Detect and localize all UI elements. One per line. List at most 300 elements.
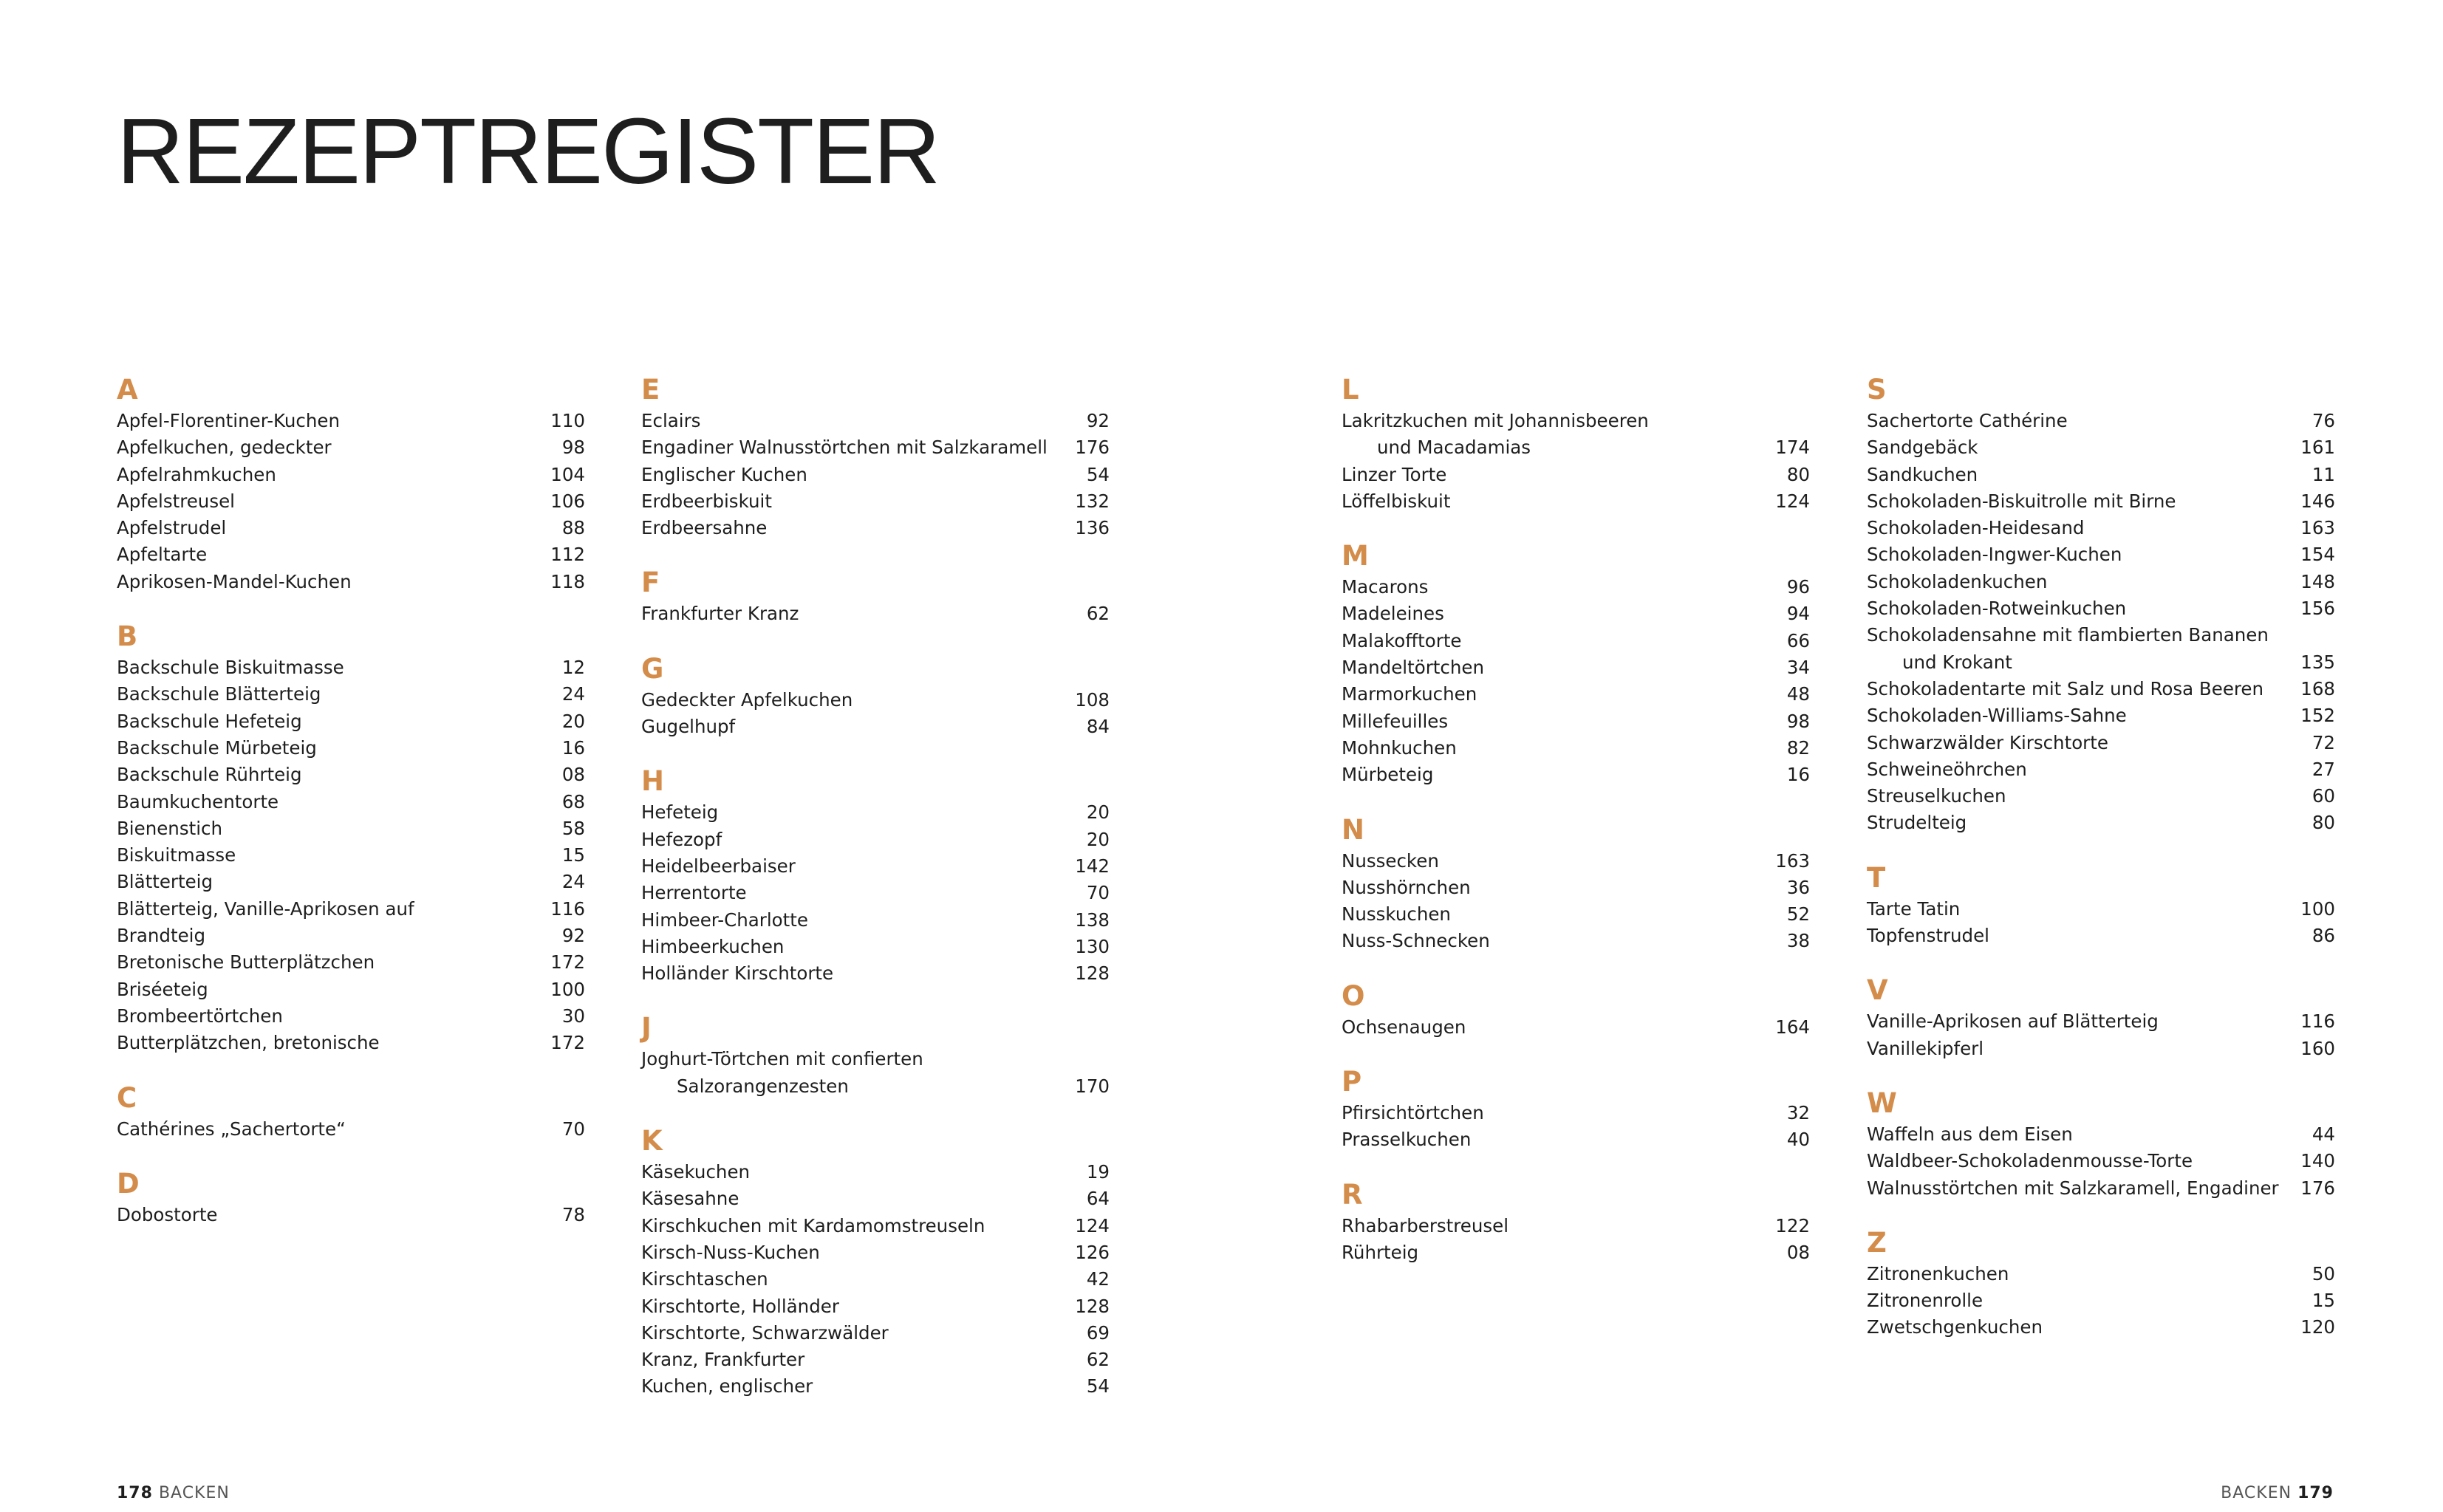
page-number: 20 <box>1086 801 1110 824</box>
page-number: 15 <box>561 844 585 866</box>
page-number: 16 <box>561 736 585 759</box>
page-number: 50 <box>2312 1262 2335 1284</box>
page-number: 106 <box>550 490 585 512</box>
recipe-name: Aprikosen-Mandel-Kuchen <box>117 570 352 592</box>
page-number: 156 <box>2300 598 2335 620</box>
index-column-1 <box>117 375 585 1255</box>
recipe-name-line: Joghurt-Törtchen mit confierten <box>641 1048 923 1070</box>
recipe-name: Zitronenrolle <box>1867 1290 1984 1312</box>
recipe-name: Mohnkuchen <box>1342 736 1457 759</box>
page-number: 132 <box>1075 490 1110 512</box>
index-entry <box>117 408 585 434</box>
index-entry <box>1342 928 1810 954</box>
index-entry <box>117 569 585 595</box>
footer-left <box>117 1484 230 1503</box>
page-number: 69 <box>1086 1321 1110 1344</box>
index-entry <box>1867 1287 2335 1314</box>
index-entry <box>1342 462 1810 488</box>
index-entry <box>1867 756 2335 783</box>
index-entry <box>641 462 1110 488</box>
page-number: 80 <box>2312 812 2335 834</box>
index-section <box>641 568 1110 627</box>
recipe-name-continuation: und Macadamias <box>1377 437 1531 459</box>
recipe-name: Macarons <box>1342 576 1429 598</box>
section-letter: N <box>1342 813 1364 846</box>
recipe-name: Käsekuchen <box>641 1161 751 1183</box>
recipe-name: Herrentorte <box>641 882 747 904</box>
page-number: 42 <box>1086 1268 1110 1290</box>
index-section <box>117 375 585 595</box>
index-entry <box>1342 601 1810 627</box>
page-number: 122 <box>1775 1214 1810 1236</box>
recipe-name: Zwetschgenkuchen <box>1867 1316 2043 1338</box>
page-number: 54 <box>1086 1375 1110 1398</box>
page-number: 80 <box>1786 463 1810 485</box>
index-entry <box>1342 574 1810 601</box>
recipe-name-continuation: Salzorangenzesten <box>677 1075 849 1097</box>
recipe-name: Brombeertörtchen <box>117 1005 283 1027</box>
section-letter: H <box>641 765 664 798</box>
index-entry <box>1867 1008 2335 1035</box>
index-entry <box>117 789 585 815</box>
index-entry <box>1867 462 2335 488</box>
recipe-name: Blätterteig <box>117 871 213 893</box>
index-entry <box>1867 810 2335 836</box>
index-section <box>1867 375 2335 837</box>
recipe-name: Walnusstörtchen mit Salzkaramell, Engadiner <box>1867 1177 2279 1199</box>
page-number: 19 <box>1086 1161 1110 1183</box>
recipe-name: Erdbeersahne <box>641 517 768 539</box>
index-column-4 <box>1867 375 2335 1368</box>
page-number: 86 <box>2312 925 2335 947</box>
recipe-name: Madeleines <box>1342 603 1444 625</box>
recipe-name: Ochsenaugen <box>1342 1016 1466 1038</box>
page-number: 124 <box>1775 490 1810 512</box>
recipe-name: Frankfurter Kranz <box>641 603 799 625</box>
index-entry <box>1342 408 1810 462</box>
index-entry <box>1867 1148 2335 1174</box>
recipe-name: Schokoladen-Biskuitrolle mit Birne <box>1867 490 2176 512</box>
page-number: 38 <box>1786 930 1810 952</box>
index-entry <box>1867 676 2335 702</box>
page-number: 163 <box>2300 517 2335 539</box>
page-number: 118 <box>550 570 585 592</box>
recipe-name: Apfeltarte <box>117 544 208 566</box>
index-entry <box>1342 762 1810 788</box>
section-letter: J <box>641 1012 652 1044</box>
index-section <box>641 767 1110 987</box>
page-number: 128 <box>1075 1295 1110 1317</box>
page-number: 96 <box>1786 576 1810 598</box>
index-entry <box>1867 1121 2335 1148</box>
index-section <box>641 1013 1110 1100</box>
recipe-name: Backschule Biskuitmasse <box>117 657 344 679</box>
section-letter: A <box>117 374 138 406</box>
recipe-name: Marmorkuchen <box>1342 683 1477 705</box>
section-letter: M <box>1342 540 1369 572</box>
recipe-name: Topfenstrudel <box>1867 925 1989 947</box>
index-entry <box>641 714 1110 740</box>
recipe-name: Streuselkuchen <box>1867 785 2006 807</box>
index-section <box>641 1126 1110 1400</box>
recipe-name: Millefeuilles <box>1342 710 1449 732</box>
recipe-name: Waldbeer-Schokoladenmousse-Torte <box>1867 1150 2193 1172</box>
index-entry <box>117 869 585 895</box>
index-entry <box>1342 654 1810 681</box>
recipe-name: Schokoladen-Williams-Sahne <box>1867 705 2127 727</box>
recipe-name: Linzer Torte <box>1342 463 1447 485</box>
index-entry <box>641 853 1110 880</box>
page-number: 176 <box>2300 1177 2335 1199</box>
index-entry <box>117 541 585 568</box>
index-entry <box>1342 708 1810 735</box>
index-entry <box>641 1186 1110 1212</box>
index-entry <box>641 1293 1110 1320</box>
index-entry <box>1867 569 2335 595</box>
page-number: 136 <box>1075 517 1110 539</box>
index-entry <box>117 949 585 976</box>
index-entry <box>641 1266 1110 1293</box>
index-entry <box>1342 1100 1810 1126</box>
index-entry <box>1867 515 2335 541</box>
recipe-name: Heidelbeerbaiser <box>641 855 796 877</box>
page-number: 58 <box>561 817 585 839</box>
page-number: 60 <box>2312 785 2335 807</box>
index-entry <box>1342 1014 1810 1041</box>
page-number: 130 <box>1075 935 1110 957</box>
page-number: 62 <box>1086 603 1110 625</box>
page-number: 135 <box>2300 651 2335 673</box>
recipe-name: Vanille-Aprikosen auf Blätterteig <box>1867 1010 2159 1033</box>
index-entry <box>117 842 585 869</box>
index-entry <box>641 1159 1110 1186</box>
page-number: 76 <box>2312 410 2335 431</box>
recipe-name: Mandeltörtchen <box>1342 657 1484 679</box>
index-entry <box>117 976 585 1003</box>
recipe-name: Kirschtorte, Schwarzwälder <box>641 1321 889 1344</box>
index-entry <box>641 1046 1110 1100</box>
section-letter: V <box>1867 974 1888 1007</box>
index-entry <box>641 1373 1110 1400</box>
index-entry <box>1867 434 2335 461</box>
index-entry <box>1867 896 2335 923</box>
page-number: 92 <box>1086 410 1110 431</box>
section-letter: C <box>117 1081 137 1114</box>
page-number: 82 <box>1786 736 1810 759</box>
recipe-name: Cathérines „Sachertorte“ <box>117 1118 346 1140</box>
index-entry <box>117 434 585 461</box>
recipe-name: Schokoladentarte mit Salz und Rosa Beeren <box>1867 677 2264 699</box>
index-entry <box>1342 901 1810 928</box>
index-entry <box>641 960 1110 987</box>
page-number: 84 <box>1086 716 1110 738</box>
section-letter: G <box>641 652 664 685</box>
index-entry <box>1342 681 1810 708</box>
index-entry <box>1867 1036 2335 1062</box>
index-entry <box>1867 1261 2335 1287</box>
recipe-name: Apfelstrudel <box>117 517 227 539</box>
page-number: 112 <box>550 544 585 566</box>
index-column-2 <box>641 375 1110 1427</box>
index-entry <box>117 735 585 762</box>
page-number: 16 <box>1786 764 1810 786</box>
recipe-name-line: Lakritzkuchen mit Johannisbeeren <box>1342 410 1649 431</box>
index-entry <box>117 462 585 488</box>
recipe-name: Sandgebäck <box>1867 437 1978 459</box>
page-number: 52 <box>1786 903 1810 926</box>
recipe-name: Backschule Rührteig <box>117 764 302 786</box>
recipe-name: Kirsch-Nuss-Kuchen <box>641 1241 820 1263</box>
recipe-name: Hefeteig <box>641 801 719 824</box>
index-entry <box>1867 595 2335 622</box>
recipe-name: Sachertorte Cathérine <box>1867 410 2068 431</box>
section-letter: Z <box>1867 1226 1887 1259</box>
recipe-name: Kranz, Frankfurter <box>641 1349 805 1371</box>
recipe-name: Holländer Kirschtorte <box>641 962 834 985</box>
index-entry <box>1342 1126 1810 1153</box>
section-letter: B <box>117 620 138 653</box>
index-section <box>641 654 1110 741</box>
page-number: 98 <box>561 437 585 459</box>
page-number: 138 <box>1075 909 1110 931</box>
index-entry <box>117 1202 585 1228</box>
page-number: 68 <box>561 790 585 813</box>
page-number: 124 <box>1075 1214 1110 1236</box>
recipe-name: Dobostorte <box>117 1203 218 1225</box>
recipe-name: Backschule Mürbeteig <box>117 736 317 759</box>
page-number: 20 <box>1086 828 1110 850</box>
page-number: 163 <box>1775 849 1810 872</box>
index-entry <box>1867 541 2335 568</box>
index-section <box>641 375 1110 541</box>
index-entry <box>1342 735 1810 762</box>
recipe-name: Löffelbiskuit <box>1342 490 1451 512</box>
page-number: 168 <box>2300 677 2335 699</box>
page-number: 08 <box>561 764 585 786</box>
page-number: 70 <box>561 1118 585 1140</box>
recipe-name: Apfel-Florentiner-Kuchen <box>117 410 341 431</box>
recipe-name: Brandteig <box>117 925 206 947</box>
page-number: 15 <box>2312 1290 2335 1312</box>
page-number: 66 <box>1786 629 1810 651</box>
page-number: 142 <box>1075 855 1110 877</box>
page-number: 44 <box>2312 1123 2335 1145</box>
recipe-name: Sandkuchen <box>1867 463 1978 485</box>
index-entry <box>641 934 1110 960</box>
recipe-name: Kuchen, englischer <box>641 1375 813 1398</box>
recipe-name: Nussecken <box>1342 849 1439 872</box>
index-section <box>1867 1089 2335 1202</box>
recipe-name: Apfelrahmkuchen <box>117 463 276 485</box>
page-number: 88 <box>561 517 585 539</box>
index-entry <box>117 815 585 842</box>
recipe-name: Bienenstich <box>117 817 222 839</box>
recipe-name: Waffeln aus dem Eisen <box>1867 1123 2073 1145</box>
section-letter: K <box>641 1125 663 1157</box>
page-number: 172 <box>550 951 585 974</box>
index-entry <box>1867 730 2335 756</box>
page-number: 104 <box>550 463 585 485</box>
recipe-name: Malakofftorte <box>1342 629 1462 651</box>
index-entry <box>1867 702 2335 729</box>
recipe-name: Schokoladen-Rotweinkuchen <box>1867 598 2127 620</box>
index-entry <box>117 654 585 681</box>
recipe-name: Blätterteig, Vanille-Aprikosen auf <box>117 897 414 920</box>
recipe-name: Gugelhupf <box>641 716 736 738</box>
page-number: 160 <box>2300 1037 2335 1059</box>
index-entry <box>117 896 585 923</box>
recipe-name: Bretonische Butterplätzchen <box>117 951 375 974</box>
recipe-name: Apfelstreusel <box>117 490 235 512</box>
page-number: 126 <box>1075 1241 1110 1263</box>
page-number: 152 <box>2300 705 2335 727</box>
page-number: 64 <box>1086 1188 1110 1210</box>
page-number: 92 <box>561 925 585 947</box>
index-entry <box>1867 923 2335 949</box>
index-section <box>1342 375 1810 515</box>
index-section <box>1342 541 1810 788</box>
recipe-name <box>1867 622 2291 676</box>
index-entry <box>641 408 1110 434</box>
recipe-name: Himbeerkuchen <box>641 935 785 957</box>
page-number: 08 <box>1786 1241 1810 1263</box>
index-entry <box>1867 622 2335 676</box>
index-entry <box>641 1320 1110 1347</box>
index-entry <box>641 1347 1110 1373</box>
index-entry <box>117 515 585 541</box>
page-title: REZEPTREGISTER <box>117 99 940 203</box>
page-number-left: 178 <box>117 1484 153 1502</box>
index-entry <box>1867 408 2335 434</box>
recipe-name: Englischer Kuchen <box>641 463 807 485</box>
index-section <box>117 1169 585 1228</box>
page-number: 161 <box>2300 437 2335 459</box>
index-section <box>1867 976 2335 1062</box>
index-entry <box>1342 875 1810 901</box>
section-letter: S <box>1867 374 1887 406</box>
section-letter: E <box>641 374 660 406</box>
recipe-name: Rührteig <box>1342 1241 1419 1263</box>
index-section <box>1867 1228 2335 1341</box>
index-entry <box>117 708 585 735</box>
index-entry <box>1867 488 2335 515</box>
section-letter: P <box>1342 1066 1362 1098</box>
page-number: 40 <box>1786 1129 1810 1151</box>
page-number: 54 <box>1086 463 1110 485</box>
page-number: 170 <box>1075 1075 1110 1097</box>
index-entry <box>641 488 1110 515</box>
page-number: 176 <box>1075 437 1110 459</box>
recipe-name: Pfirsichtörtchen <box>1342 1102 1484 1124</box>
index-entry <box>117 681 585 708</box>
page-number: 164 <box>1775 1016 1810 1038</box>
index-entry <box>641 1213 1110 1239</box>
index-entry <box>641 827 1110 853</box>
page-number: 120 <box>2300 1316 2335 1338</box>
recipe-name: Butterplätzchen, bretonische <box>117 1032 380 1054</box>
index-entry <box>1867 1314 2335 1341</box>
index-entry <box>117 923 585 949</box>
section-name-right: BACKEN <box>2221 1484 2292 1502</box>
index-section <box>1342 815 1810 955</box>
index-entry <box>641 601 1110 627</box>
recipe-name: Schwarzwälder Kirschtorte <box>1867 731 2108 753</box>
index-entry <box>641 799 1110 826</box>
index-entry <box>1342 628 1810 654</box>
section-letter: R <box>1342 1178 1363 1211</box>
page-number: 78 <box>561 1203 585 1225</box>
index-entry <box>117 1030 585 1056</box>
recipe-name: Mürbeteig <box>1342 764 1434 786</box>
page-number: 110 <box>550 410 585 431</box>
recipe-name: Kirschkuchen mit Kardamomstreuseln <box>641 1214 985 1236</box>
page-number: 108 <box>1075 688 1110 711</box>
section-letter: O <box>1342 979 1365 1012</box>
page-number: 140 <box>2300 1150 2335 1172</box>
recipe-name: Hefezopf <box>641 828 722 850</box>
page-number: 24 <box>561 871 585 893</box>
index-entry <box>641 907 1110 934</box>
recipe-name: Schweineöhrchen <box>1867 758 2027 780</box>
index-entry <box>1867 1175 2335 1202</box>
index-entry <box>1342 848 1810 875</box>
recipe-name: Himbeer-Charlotte <box>641 909 808 931</box>
page-number: 72 <box>2312 731 2335 753</box>
recipe-name: Prasselkuchen <box>1342 1129 1472 1151</box>
page-number: 11 <box>2312 463 2335 485</box>
index-section <box>117 1081 585 1143</box>
page-number: 148 <box>2300 570 2335 592</box>
page-number: 27 <box>2312 758 2335 780</box>
recipe-name: Vanillekipferl <box>1867 1037 1984 1059</box>
section-letter: F <box>641 567 660 599</box>
section-letter: L <box>1342 374 1359 406</box>
page-number: 70 <box>1086 882 1110 904</box>
recipe-name-line: Schokoladensahne mit flambierten Bananen <box>1867 624 2269 646</box>
page-number: 24 <box>561 683 585 705</box>
index-section <box>1342 979 1810 1041</box>
page-number: 116 <box>550 897 585 920</box>
section-letter: W <box>1867 1087 1897 1119</box>
page-number: 154 <box>2300 544 2335 566</box>
recipe-name <box>1342 408 1766 462</box>
page-number: 12 <box>561 657 585 679</box>
footer-right <box>2221 1484 2334 1503</box>
recipe-name: Schokoladen-Ingwer-Kuchen <box>1867 544 2122 566</box>
index-column-3 <box>1342 375 1810 1293</box>
recipe-name: Biskuitmasse <box>117 844 236 866</box>
recipe-name: Zitronenkuchen <box>1867 1262 2009 1284</box>
recipe-name: Schokoladen-Heidesand <box>1867 517 2085 539</box>
recipe-name: Strudelteig <box>1867 812 1967 834</box>
page-number: 146 <box>2300 490 2335 512</box>
index-entry <box>1342 1213 1810 1239</box>
index-entry <box>1342 488 1810 515</box>
index-entry <box>1867 783 2335 810</box>
index-entry <box>641 880 1110 906</box>
page-number: 20 <box>561 710 585 732</box>
index-entry <box>117 1116 585 1143</box>
index-entry <box>641 434 1110 461</box>
recipe-name: Engadiner Walnusstörtchen mit Salzkaramell <box>641 437 1048 459</box>
page-number: 172 <box>550 1032 585 1054</box>
recipe-name: Erdbeerbiskuit <box>641 490 772 512</box>
page-number: 36 <box>1786 876 1810 898</box>
page-number: 128 <box>1075 962 1110 985</box>
recipe-name: Nusshörnchen <box>1342 876 1471 898</box>
recipe-name: Eclairs <box>641 410 701 431</box>
recipe-name: Gedeckter Apfelkuchen <box>641 688 853 711</box>
